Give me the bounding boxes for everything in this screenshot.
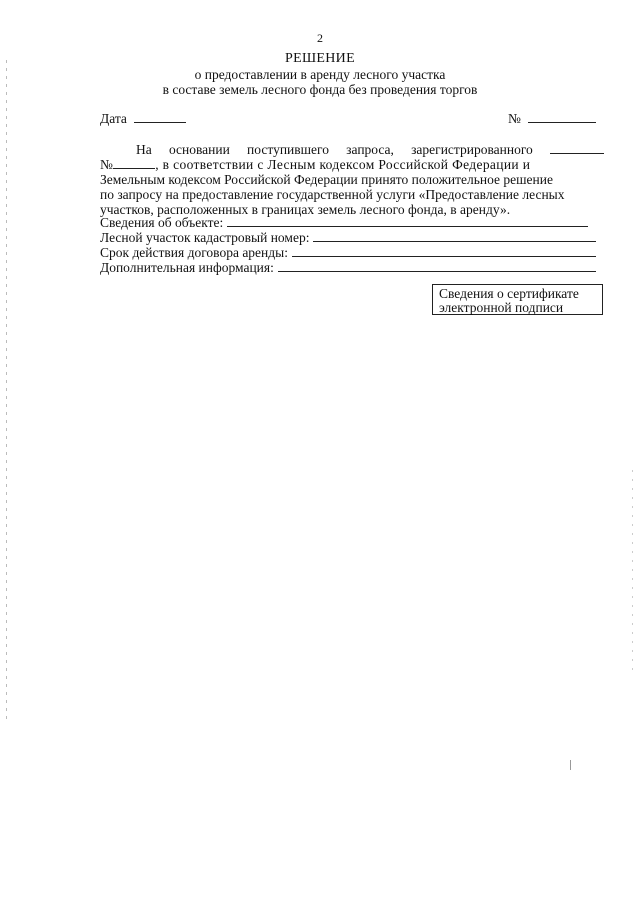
field-blank[interactable]	[278, 260, 596, 272]
paragraph-word: зарегистрированного	[411, 142, 533, 157]
additional-info-field[interactable]	[100, 260, 596, 275]
paragraph-line-3: Земельным кодексом Российской Федерации принято положительное решение	[100, 172, 553, 187]
number-blank[interactable]	[528, 111, 596, 123]
scan-margin-artifact	[6, 60, 7, 720]
document-title: РЕШЕНИЕ	[285, 51, 355, 66]
paragraph-word: На	[136, 142, 152, 157]
number-sign: №	[100, 157, 114, 172]
signature-certificate-box	[432, 284, 603, 315]
field-label: Сведения об объекте:	[100, 215, 224, 230]
field-blank[interactable]	[313, 230, 596, 242]
date-label: Дата	[100, 111, 127, 126]
scan-speck	[570, 760, 571, 770]
object-info-field[interactable]	[100, 215, 588, 230]
field-label: Срок действия договора аренды:	[100, 245, 288, 260]
paragraph-line-2	[100, 157, 604, 172]
signature-box-line-2: электронной подписи	[439, 300, 564, 315]
scan-margin-artifact	[632, 470, 633, 670]
field-label: Дополнительная информация:	[100, 260, 274, 275]
number-field[interactable]	[508, 111, 596, 126]
date-field[interactable]	[100, 111, 186, 126]
registration-blank[interactable]	[550, 142, 604, 154]
field-label: Лесной участок кадастровый номер:	[100, 230, 310, 245]
paragraph-line-4: по запросу на предоставление государственной услуги «Предоставление лесных	[100, 187, 565, 202]
document-subtitle-line-2: в составе земель лесного фонда без проведения торгов	[162, 82, 478, 97]
page-number: 2	[317, 31, 323, 45]
registration-number-blank[interactable]	[113, 157, 155, 169]
paragraph-line-5: участков, расположенных в границах земель лесного фонда, в аренду».	[100, 202, 511, 217]
date-blank[interactable]	[134, 111, 186, 123]
number-label: №	[508, 111, 521, 126]
field-blank[interactable]	[227, 215, 588, 227]
paragraph-word: основании	[168, 142, 230, 157]
document-subtitle-line-1: о предоставлении в аренду лесного участка	[194, 67, 446, 82]
paragraph-line-1	[136, 142, 604, 157]
lease-term-field[interactable]	[100, 245, 596, 260]
paragraph-text: , в соответствии с Лесным кодексом Российской Федерации и	[155, 157, 531, 172]
signature-box-line-1: Сведения о сертификате	[439, 286, 579, 301]
paragraph-word: запроса,	[346, 142, 394, 157]
paragraph-word: поступившего	[247, 142, 329, 157]
field-blank[interactable]	[292, 245, 596, 257]
cadastral-number-field[interactable]	[100, 230, 596, 245]
